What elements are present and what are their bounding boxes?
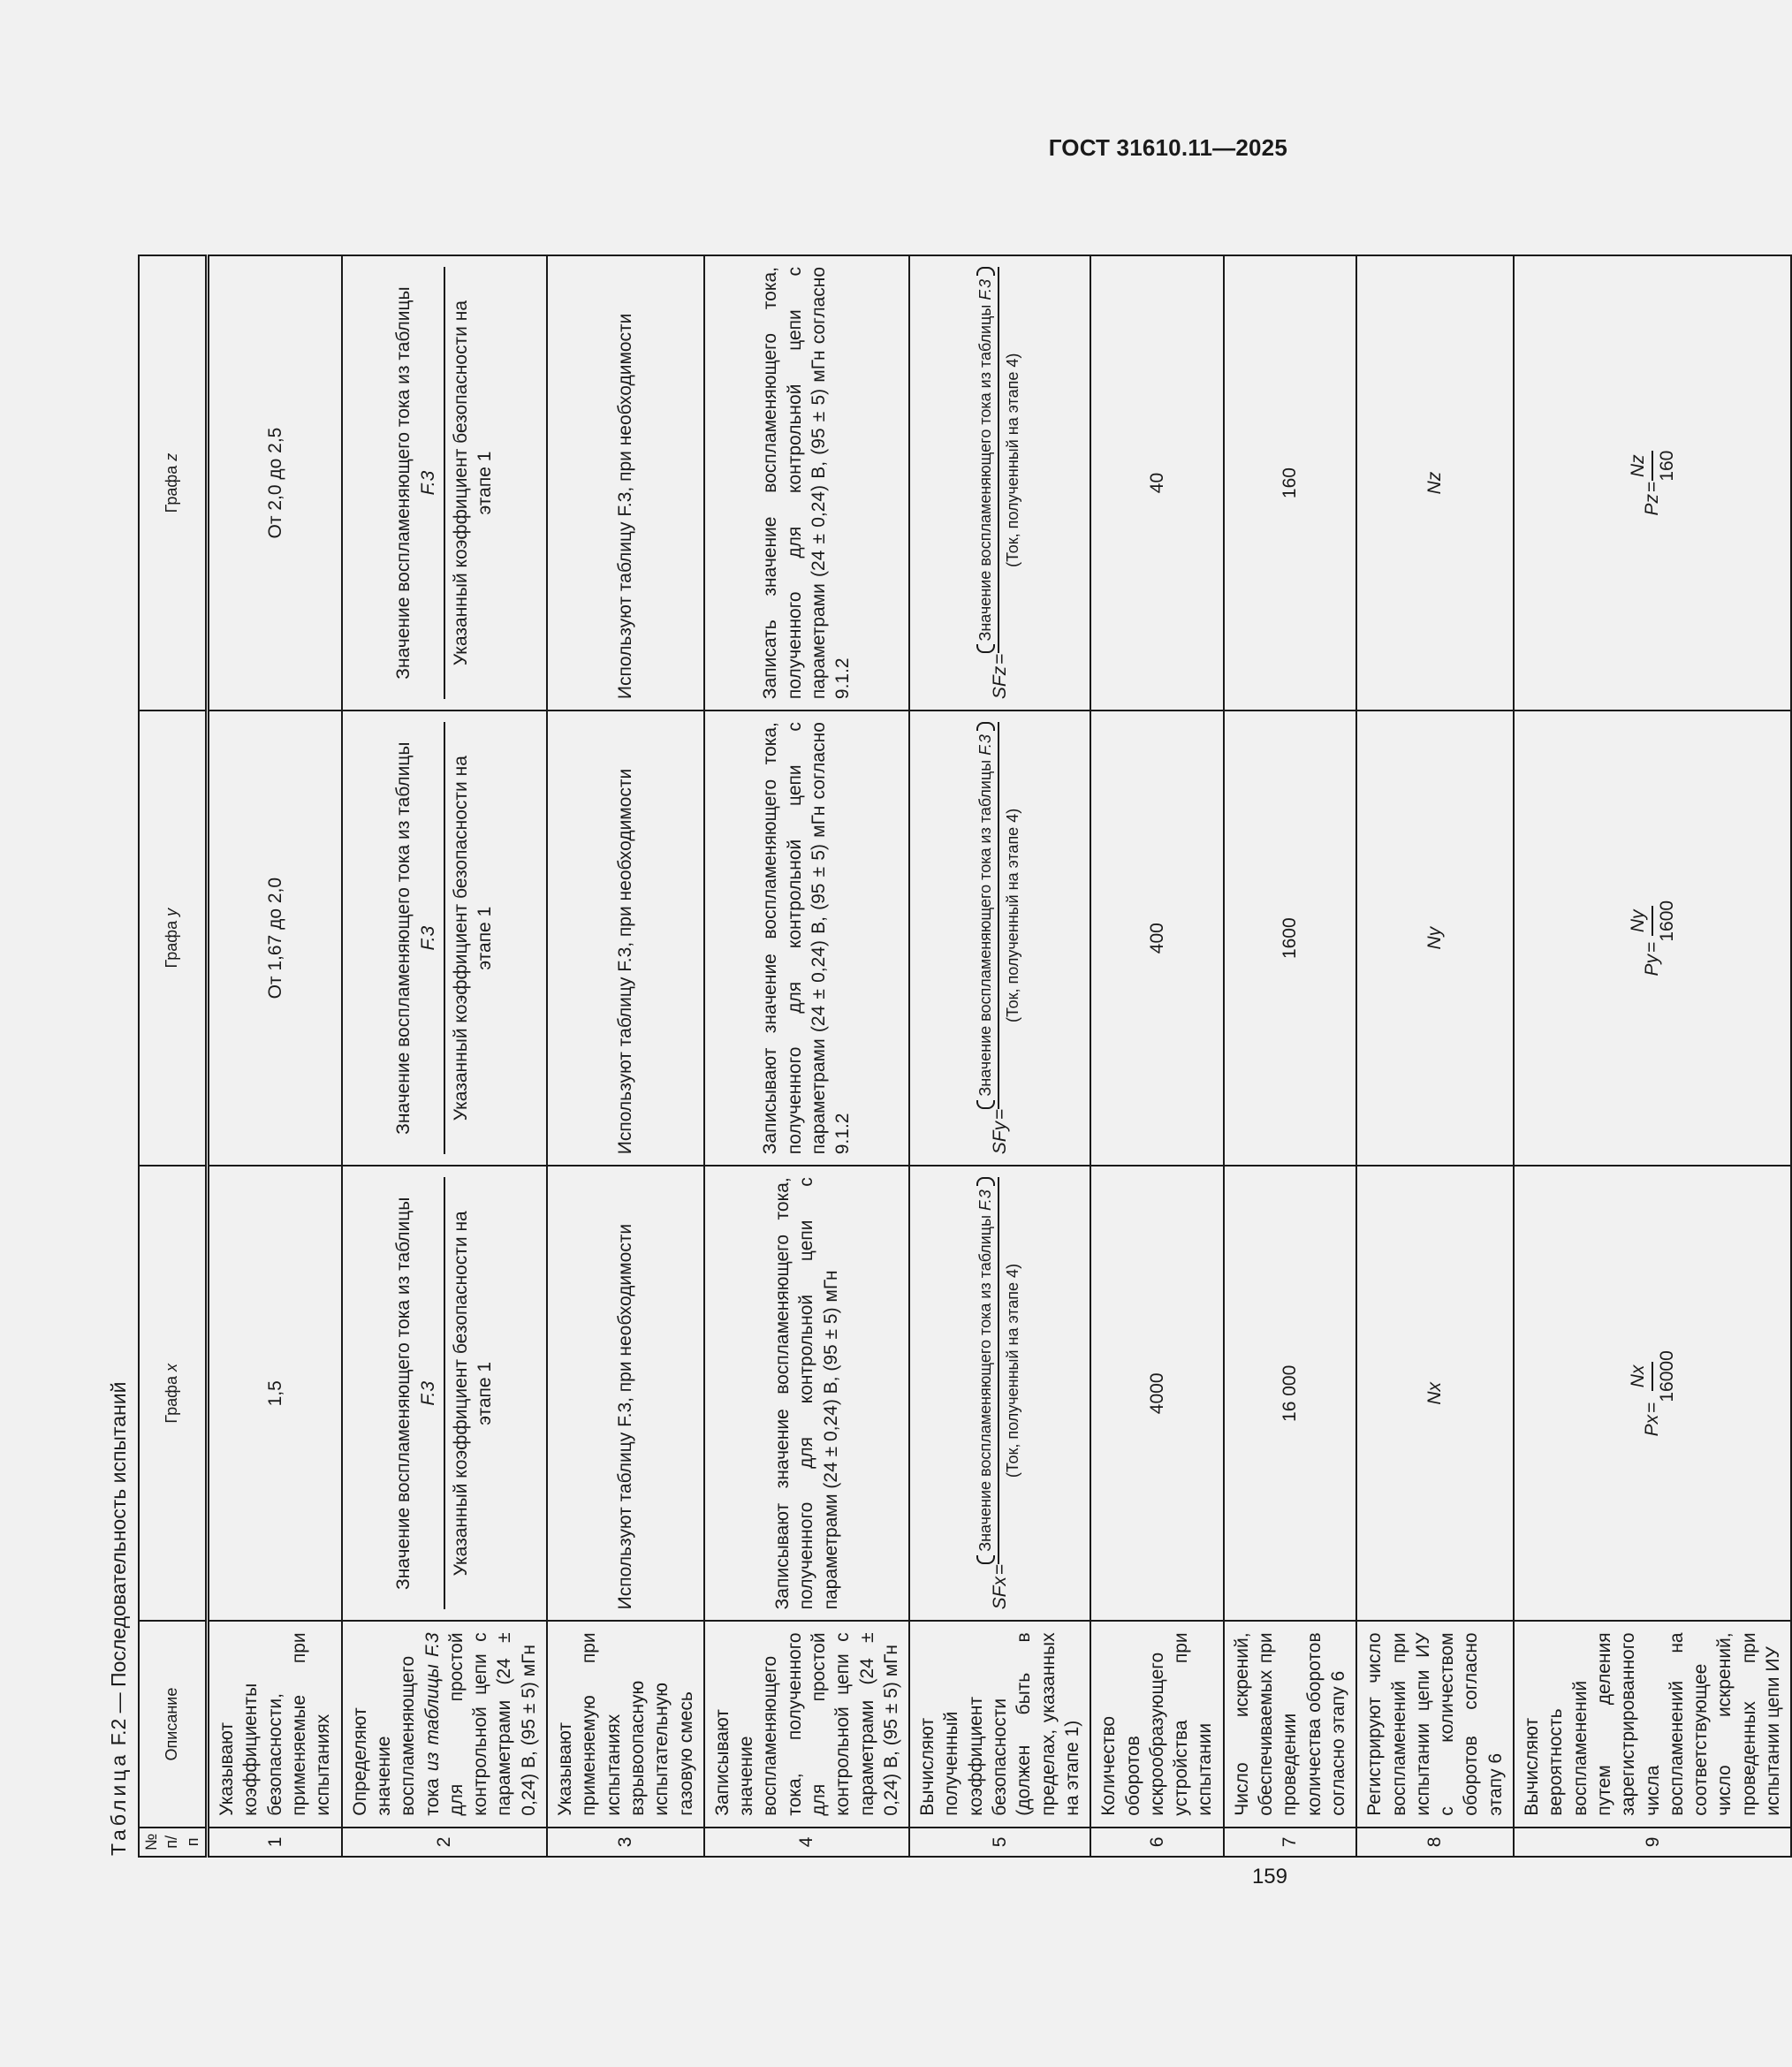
fraction-numerator: Nx xyxy=(1626,1362,1653,1392)
cell-y: 1600 xyxy=(1224,711,1356,1166)
cell-x: Nx xyxy=(1356,1166,1514,1621)
ratio-top-text: Значение воспламеняющего тока из таблицы xyxy=(393,1197,414,1590)
cell-z: Используют таблицу F.3, при необходимости xyxy=(547,255,704,711)
ratio-top-ref: F.3 xyxy=(417,470,438,496)
fraction-denominator: 160 xyxy=(1657,450,1678,482)
header-z-var: z xyxy=(163,452,181,461)
ratio xyxy=(391,1177,497,1609)
ratio-bottom: Указанный коэффициент безопасности на этапе 1 xyxy=(450,756,496,1121)
ratio-top-ref: F.3 xyxy=(417,925,438,951)
cell-x xyxy=(909,1166,1090,1621)
cell-y: 400 xyxy=(1090,711,1223,1166)
desc-part-italic: из таблицы F.3 xyxy=(421,1632,443,1772)
equals-sign: = xyxy=(1642,941,1663,953)
cell-z: Nz xyxy=(1356,255,1514,711)
desc-part: Определяют значение воспламеняющего тока xyxy=(349,1655,443,1816)
row-description: Регистрируют число воспламенений при испытании цепи ИУ с количеством оборотов согласно этапу 6 xyxy=(1356,1621,1514,1827)
row-description xyxy=(342,1621,547,1827)
table-caption xyxy=(101,1382,136,1856)
numerator-ref: F.3 xyxy=(976,734,994,756)
fraction-denominator: 16000 xyxy=(1657,1350,1678,1402)
row-description: Количество оборотов искрообразующего устройства при испытании xyxy=(1090,1621,1223,1827)
row-number: 9 xyxy=(1514,1828,1791,1857)
row-number: 6 xyxy=(1090,1828,1223,1857)
ratio-bottom: Указанный коэффициент безопасности на этапе 1 xyxy=(450,1211,496,1577)
fraction-denominator: (Ток, полученный на этапе 4) xyxy=(1004,1263,1022,1478)
probability-formula xyxy=(1626,267,1680,699)
numerator-text: Значение воспламеняющего тока из таблицы xyxy=(976,1210,994,1552)
equals-sign: = xyxy=(1642,481,1663,492)
ratio xyxy=(391,267,497,699)
numerator-text: Значение воспламеняющего тока из таблицы xyxy=(976,755,994,1097)
cell-y: Используют таблицу F.3, при необходимости xyxy=(547,711,704,1166)
ratio-top xyxy=(391,267,445,699)
safety-factor-formula xyxy=(976,722,1024,1154)
cell-x: Записывают значение воспламеняющего тока, полученного для контрольной цепи с параметрами (24 ± 0,24) В, (95 ± 5) мГн xyxy=(704,1166,909,1621)
row-number: 3 xyxy=(547,1828,704,1857)
equals-sign: = xyxy=(990,1108,1011,1120)
ratio-top-ref: F.3 xyxy=(417,1381,438,1406)
header-column-x xyxy=(139,1166,208,1621)
probability-formula xyxy=(1626,722,1680,1154)
formula-symbol: Pz xyxy=(1642,493,1663,516)
cell-z: 40 xyxy=(1090,255,1223,711)
numerator-text: Значение воспламеняющего тока из таблицы xyxy=(976,300,994,642)
row-description: Записывают значение воспламеняющего тока, полученного для простой контрольной цепи с параметрами (24 ± 0,24) В, (95 ± 5) мГн xyxy=(704,1621,909,1827)
equals-sign: = xyxy=(990,653,1011,665)
fraction xyxy=(1626,1350,1680,1402)
cell-x xyxy=(342,1166,547,1621)
fraction xyxy=(976,722,1024,1109)
row-number: 8 xyxy=(1356,1828,1514,1857)
cell-z: 160 xyxy=(1224,255,1356,711)
fraction-numerator: Nz xyxy=(1626,451,1653,481)
ratio-top xyxy=(391,722,445,1154)
fraction-denominator: (Ток, полученный на этапе 4) xyxy=(1004,353,1022,567)
row-description: Указывают коэффициенты безопасности, применяемые при испытаниях xyxy=(208,1621,342,1827)
cell-z xyxy=(1514,255,1791,711)
fraction xyxy=(976,267,1024,654)
cell-y xyxy=(342,711,547,1166)
numerator-ref: F.3 xyxy=(976,1189,994,1211)
cell-z xyxy=(909,255,1090,711)
table-row xyxy=(547,255,704,1857)
cell-z xyxy=(342,255,547,711)
caption-label: Таблица xyxy=(107,1751,130,1856)
ratio-bottom: Указанный коэффициент безопасности на этапе 1 xyxy=(450,300,496,666)
cell-x: 4000 xyxy=(1090,1166,1223,1621)
cell-z: От 2,0 до 2,5 xyxy=(208,255,342,711)
cell-x: 16 000 xyxy=(1224,1166,1356,1621)
row-number: 1 xyxy=(208,1828,342,1857)
cell-x xyxy=(1514,1166,1791,1621)
fraction-denominator: 1600 xyxy=(1657,900,1678,942)
row-description: Число искрений, обеспечиваемых при проведении количества оборотов согласно этапу 6 xyxy=(1224,1621,1356,1827)
table-row xyxy=(704,255,909,1857)
table-row xyxy=(342,255,547,1857)
cell-x: 1,5 xyxy=(208,1166,342,1621)
ratio xyxy=(391,722,497,1154)
equals-sign: = xyxy=(990,1563,1011,1576)
table-row xyxy=(1356,255,1514,1857)
row-number: 5 xyxy=(909,1828,1090,1857)
numerator-ref: F.3 xyxy=(976,278,994,300)
safety-factor-formula xyxy=(976,1177,1024,1609)
ratio-top-text: Значение воспламеняющего тока из таблицы xyxy=(393,286,414,680)
fraction xyxy=(1626,901,1680,942)
cell-y xyxy=(909,711,1090,1166)
table-row xyxy=(1224,255,1356,1857)
equals-sign: = xyxy=(1642,1402,1663,1413)
table-row xyxy=(909,255,1090,1857)
fraction-numerator: Ny xyxy=(1626,906,1653,936)
cell-y: Ny xyxy=(1356,711,1514,1166)
fraction xyxy=(1626,451,1680,482)
fraction-numerator xyxy=(976,267,1000,654)
table-row xyxy=(208,255,342,1857)
header-column-z xyxy=(139,255,208,711)
header-num: № п/п xyxy=(139,1828,208,1857)
formula-symbol: Py xyxy=(1642,954,1663,977)
document-code: ГОСТ 31610.11—2025 xyxy=(1048,134,1287,161)
header-z-label: Графа xyxy=(163,465,181,513)
header-column-y xyxy=(139,711,208,1166)
table-row xyxy=(1514,255,1791,1857)
ratio-top xyxy=(391,1177,445,1609)
cell-y xyxy=(1514,711,1791,1166)
formula-symbol: SFy xyxy=(990,1121,1011,1155)
page-number: 159 xyxy=(1251,1865,1287,1888)
header-x-label: Графа xyxy=(163,1376,181,1424)
fraction-numerator xyxy=(976,722,1000,1109)
row-description: Вычисляют вероятность воспламенений путем деления зарегистрированного числа воспламенений на соответствующее число искрений, проведенных при испытании цепи ИУ xyxy=(1514,1621,1791,1827)
header-y-var: y xyxy=(163,908,181,916)
header-y-label: Графа xyxy=(163,920,181,969)
cell-z: Записать значение воспламеняющего тока, полученного для контрольной цепи с параметрами (24 ± 0,24) В, (95 ± 5) мГн согласно 9.1.2 xyxy=(704,255,909,711)
desc-part: для простой контрольной цепи с параметрами (24 ± 0,24) В, (95 ± 5) мГн xyxy=(445,1632,539,1816)
fraction-denominator: (Ток, полученный на этапе 4) xyxy=(1004,808,1022,1022)
fraction-numerator xyxy=(976,1177,1000,1564)
cell-x: Используют таблицу F.3, при необходимости xyxy=(547,1166,704,1621)
cell-y: Записывают значение воспламеняющего тока, полученного для контрольной цепи с параметрами (24 ± 0,24) В, (95 ± 5) мГн согласно 9.1.2 xyxy=(704,711,909,1166)
rotated-table-block xyxy=(99,266,1783,1858)
safety-factor-formula xyxy=(976,267,1024,699)
table-header-row xyxy=(139,255,208,1857)
formula-symbol: SFx xyxy=(990,1577,1011,1610)
row-description: Указывают применяемую при испытаниях взрывоопасную испытательную газовую смесь xyxy=(547,1621,704,1827)
row-number: 2 xyxy=(342,1828,547,1857)
formula-symbol: SFz xyxy=(990,665,1011,700)
test-sequence-table xyxy=(138,255,1792,1858)
caption-title: F.2 — Последовательность испытаний xyxy=(107,1381,130,1752)
row-description: Вычисляют полученный коэффициент безопасности (должен быть в пределах, указанных на этапе 1) xyxy=(909,1621,1090,1827)
probability-formula xyxy=(1626,1177,1680,1609)
row-number: 4 xyxy=(704,1828,909,1857)
header-x-var: x xyxy=(163,1364,181,1372)
ratio-top-text: Значение воспламеняющего тока из таблицы xyxy=(393,741,414,1135)
cell-y: От 1,67 до 2,0 xyxy=(208,711,342,1166)
fraction xyxy=(976,1177,1024,1564)
row-number: 7 xyxy=(1224,1828,1356,1857)
formula-symbol: Px xyxy=(1642,1414,1663,1437)
header-description: Описание xyxy=(139,1621,208,1827)
table-row xyxy=(1090,255,1223,1857)
